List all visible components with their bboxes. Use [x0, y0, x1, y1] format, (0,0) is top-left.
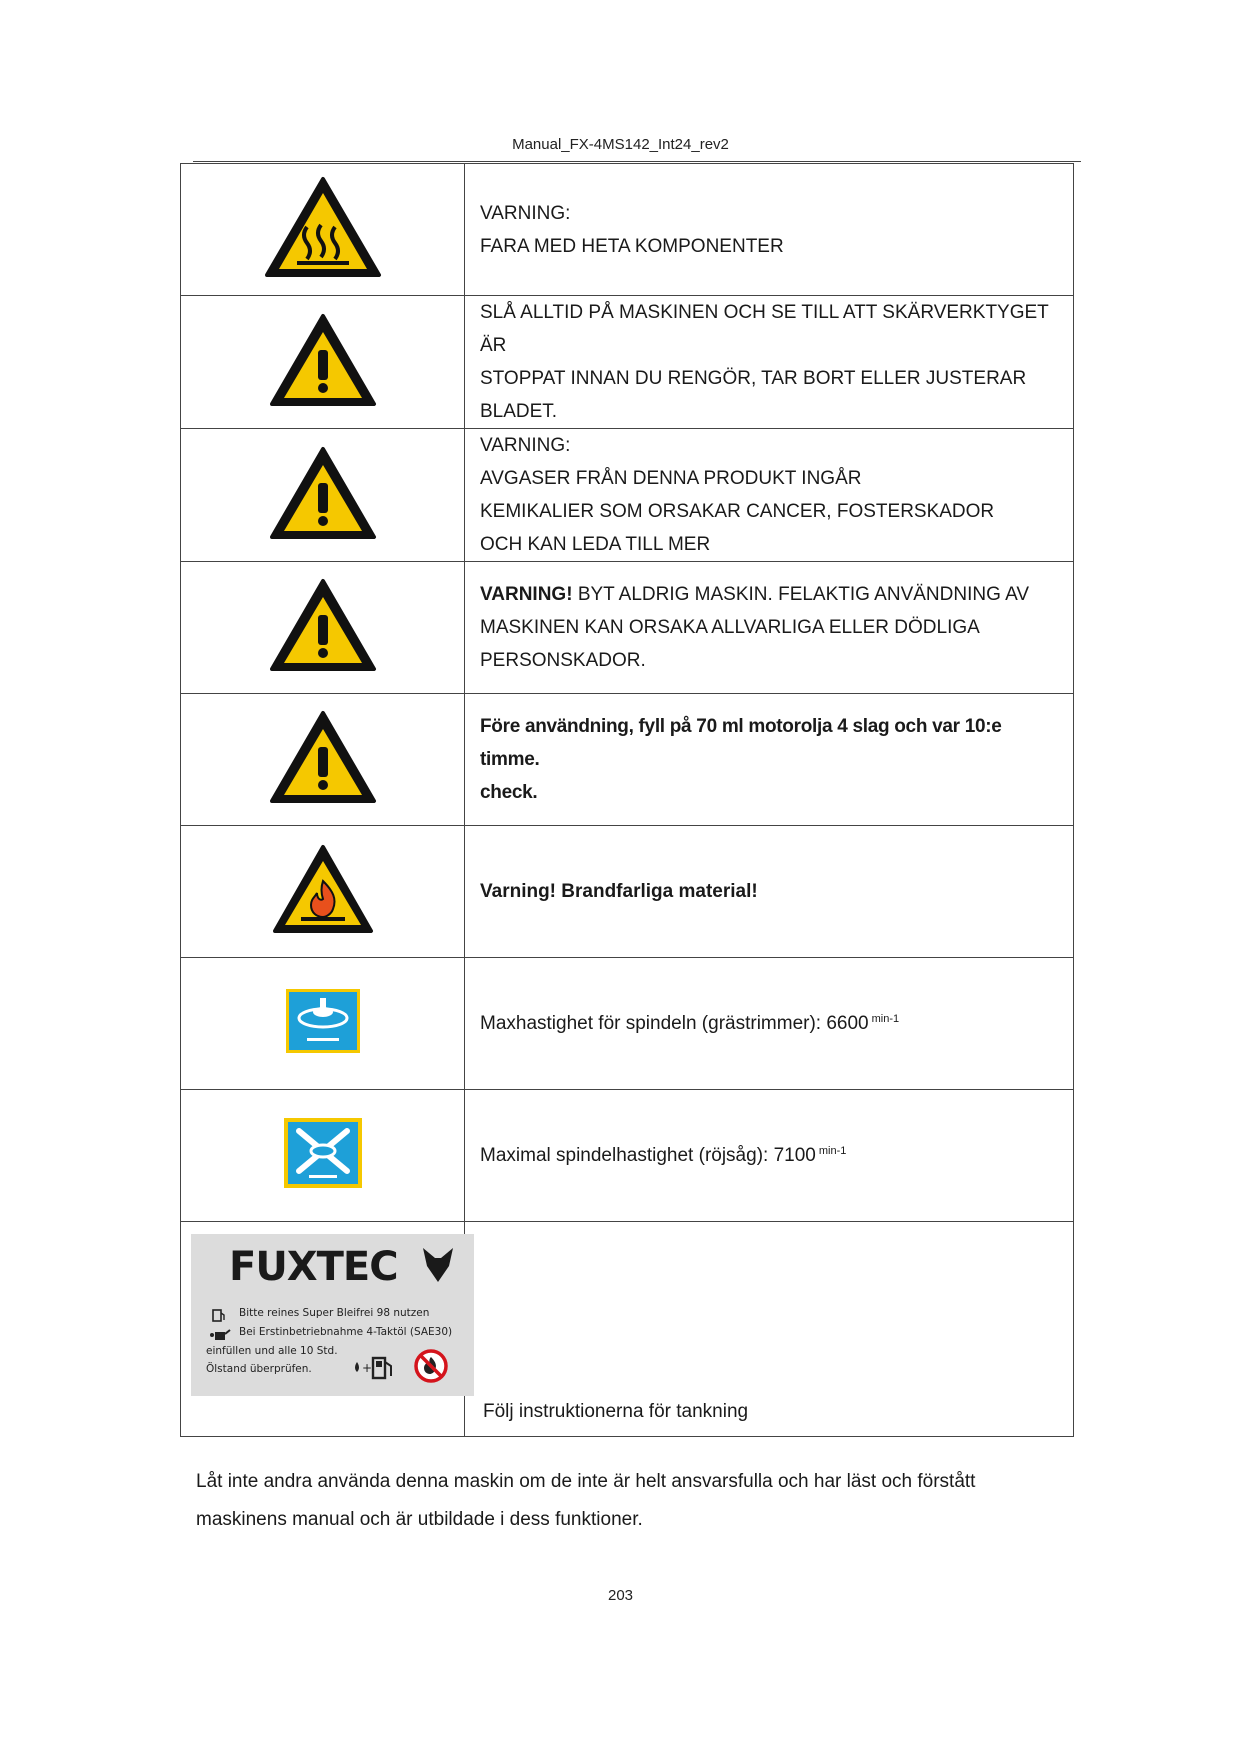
page-number: 203 — [607, 1587, 634, 1604]
fox-logo-icon — [421, 1246, 455, 1284]
table-row — [181, 562, 1074, 694]
speed-unit: min-1 — [818, 1144, 847, 1157]
fuel-label-line: Bei Erstinbetriebnahme 4-Taktöl (SAE30) — [239, 1326, 453, 1338]
speed-text: Maximal spindelhastighet (röjsåg): 7100 — [480, 1145, 816, 1166]
general-warning-icon — [268, 577, 378, 678]
speed-text-cell — [465, 1090, 1074, 1222]
fuel-text-cell — [465, 1222, 1074, 1437]
speed-unit: min-1 — [871, 1012, 900, 1025]
table-row — [181, 429, 1074, 562]
warning-text-cell — [465, 164, 1074, 296]
icon-cell — [181, 562, 465, 694]
flammable-warning-icon — [271, 843, 375, 940]
warning-text-line: FARA MED HETA KOMPONENTER — [480, 235, 784, 257]
warning-text-line: Varning! Brandfarliga material! — [480, 881, 758, 902]
fuel-label-line: einfüllen und alle 10 Std. — [206, 1345, 338, 1357]
fuel-instruction-text: Följ instruktionerna för tankning — [483, 1401, 749, 1422]
table-row — [181, 164, 1074, 296]
warning-text-line: OCH KAN LEDA TILL MER — [480, 534, 711, 555]
warning-text-cell — [465, 694, 1074, 826]
warning-text-line: MASKINEN KAN ORSAKA ALLVARLIGA ELLER DÖDLIGA — [480, 617, 980, 638]
footer-paragraph — [196, 1463, 1076, 1539]
warning-text-line: BLADET. — [480, 401, 558, 422]
warning-text-cell — [465, 562, 1074, 694]
fuel-label-cell — [181, 1222, 465, 1437]
general-warning-icon — [268, 445, 378, 546]
brush-blade-speed-icon — [283, 1117, 363, 1194]
warning-text-line: Före användning, fyll på 70 ml motorolja 4 slag och var 10:e timme. — [480, 716, 1002, 770]
icon-cell — [181, 429, 465, 562]
safety-signs-table — [180, 163, 1074, 1437]
warning-text-line: check. — [480, 782, 538, 803]
table-row — [181, 296, 1074, 429]
icon-cell — [181, 694, 465, 826]
fuel-instruction-label — [191, 1234, 474, 1396]
warning-text-line: SLÅ ALLTID PÅ MASKINEN OCH SE TILL ATT SKÄRVERKTYGET ÄR — [480, 302, 1049, 356]
oil-plus-fuel-icon — [351, 1352, 399, 1382]
table-row — [181, 826, 1074, 958]
table-row — [181, 1222, 1074, 1437]
warning-text-cell — [465, 826, 1074, 958]
footer-line: maskinens manual och är utbildade i dess funktioner. — [196, 1509, 643, 1530]
table-row — [181, 1090, 1074, 1222]
fuel-pump-icon — [211, 1307, 227, 1323]
icon-cell — [181, 296, 465, 429]
speed-text-cell — [465, 958, 1074, 1090]
header-rule — [193, 161, 1081, 162]
warning-text-line: VARNING: — [480, 202, 571, 224]
warning-text-line: VARNING: — [480, 435, 571, 456]
icon-cell — [181, 958, 465, 1090]
general-warning-icon — [268, 709, 378, 810]
warning-text-cell — [465, 296, 1074, 429]
warning-text-line: KEMIKALIER SOM ORSAKAR CANCER, FOSTERSKADOR — [480, 501, 995, 522]
warning-text-line: STOPPAT INNAN DU RENGÖR, TAR BORT ELLER JUSTERAR — [480, 368, 1027, 389]
hot-surface-warning-icon — [263, 175, 383, 284]
warning-text-line — [480, 578, 1065, 611]
running-header: Manual_FX-4MS142_Int24_rev2 — [512, 136, 729, 153]
icon-cell — [181, 164, 465, 296]
fuel-label-line: Bitte reines Super Bleifrei 98 nutzen — [239, 1307, 430, 1319]
trimmer-head-speed-icon — [285, 988, 361, 1059]
footer-line: Låt inte andra använda denna maskin om de inte är helt ansvarsfulla och har läst och förstått — [196, 1471, 976, 1492]
warning-text-line: PERSONSKADOR. — [480, 650, 646, 671]
brand-logo: FUXTEC — [229, 1244, 398, 1290]
warning-text: BYT ALDRIG MASKIN. FELAKTIG ANVÄNDNING AV — [572, 584, 1030, 605]
icon-cell — [181, 826, 465, 958]
warning-lead: VARNING! — [480, 584, 573, 605]
table-row — [181, 958, 1074, 1090]
no-fire-icon — [413, 1348, 449, 1384]
icon-cell — [181, 1090, 465, 1222]
fuel-label-line: Ölstand überprüfen. — [206, 1363, 312, 1375]
warning-text-line: AVGASER FRÅN DENNA PRODUKT INGÅR — [480, 468, 862, 489]
general-warning-icon — [268, 312, 378, 413]
warning-text-cell — [465, 429, 1074, 562]
speed-text: Maxhastighet för spindeln (grästrimmer): 6600 — [480, 1013, 869, 1034]
oil-can-icon — [209, 1326, 231, 1342]
svg-text:+: + — [362, 1361, 373, 1375]
table-row — [181, 694, 1074, 826]
